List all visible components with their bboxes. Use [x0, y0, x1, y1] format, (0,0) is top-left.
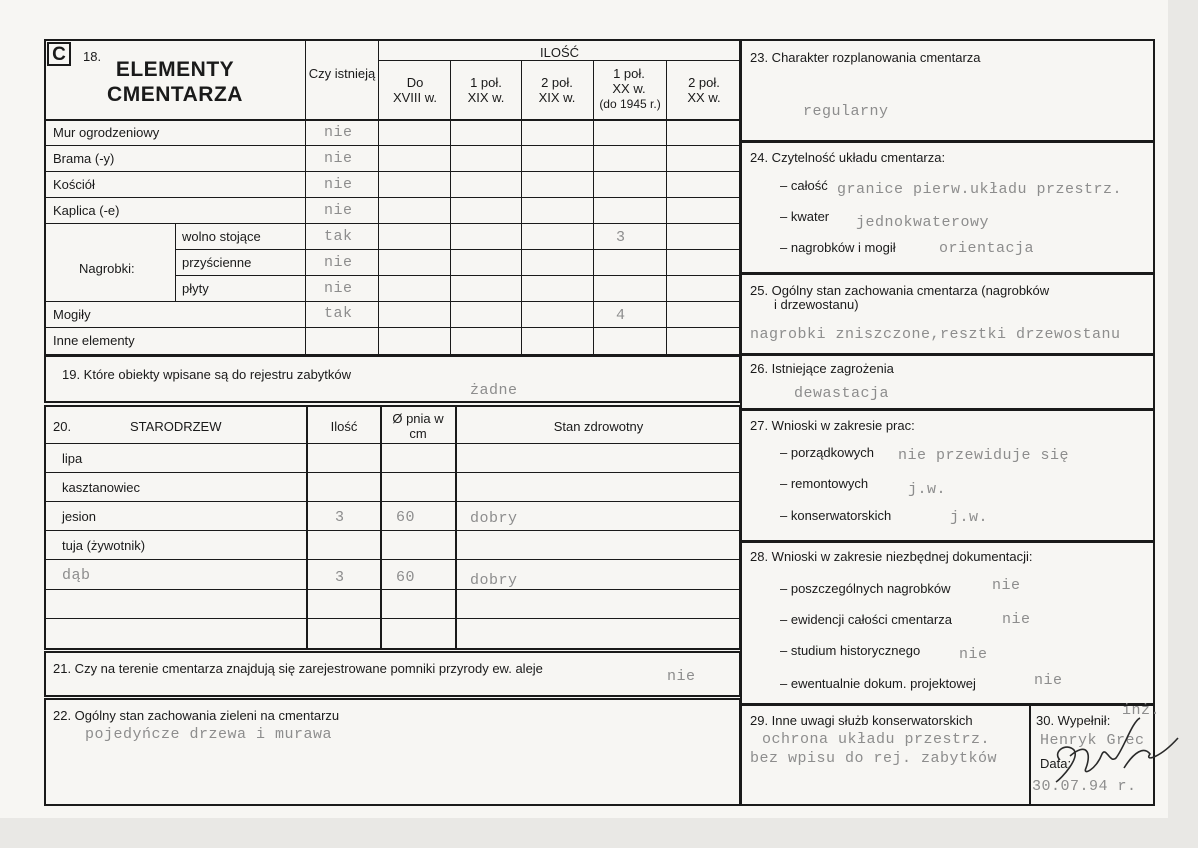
section-23-label: 23. Charakter rozplanowania cmentarza: [750, 50, 981, 65]
section-27-item-value-konserwatorskich: j.w.: [950, 509, 989, 526]
exists-value-brama: nie: [324, 150, 353, 167]
section-29-value-line2: bez wpisu do rej. zabytków: [750, 750, 998, 767]
exists-value-mogily: tak: [324, 305, 353, 322]
tree-name-jesion: jesion: [62, 509, 96, 524]
section-26-label: 26. Istniejące zagrożenia: [750, 361, 894, 376]
tree-qty-jesion: 3: [335, 509, 345, 526]
section-21-value: nie: [667, 668, 696, 685]
tree-health-dab: dobry: [470, 572, 518, 589]
tree-name-lipa: lipa: [62, 451, 83, 466]
signature: [1040, 712, 1180, 792]
section-30-label: 30. Wypełnił:: [1036, 713, 1111, 728]
row-label-brama: Brama (-y): [53, 151, 115, 166]
section-27-item-value-remontowych: j.w.: [908, 481, 947, 498]
section-28-label: 28. Wnioski w zakresie niezbędnej dokumentacji:: [750, 549, 1033, 564]
col-header-period-4: 1 poł. XX w.: [612, 66, 646, 96]
tree-name-tuja: tuja (żywotnik): [62, 538, 146, 553]
section-28-item-value-studium: nie: [959, 646, 988, 663]
section-24-item-label-calosc: – całość: [780, 178, 828, 193]
section-27-label: 27. Wnioski w zakresie prac:: [750, 418, 915, 433]
exists-value-mur: nie: [324, 124, 353, 141]
section-25-label-line1: 25. Ogólny stan zachowania cmentarza (nagrobków: [750, 283, 1050, 298]
section-20-box: [44, 405, 741, 650]
section-28-item-value-nagrobkow: nie: [992, 577, 1021, 594]
section-18-title-line2: CMENTARZA: [107, 83, 243, 106]
section-23-value: regularny: [803, 103, 889, 120]
quantity-value-mogily: 4: [616, 307, 626, 324]
row-label-nagrobki: Nagrobki:: [79, 261, 135, 276]
section-18-title-line1: ELEMENTY: [115, 58, 235, 81]
tree-name-dab: dąb: [62, 567, 91, 584]
col-header-period-3: 2 poł. XIX w.: [538, 75, 576, 105]
col-header-qty: Ilość: [330, 419, 358, 434]
col-header-exists: Czy istnieją: [308, 66, 376, 81]
col-header-quantity: ILOŚĆ: [539, 45, 579, 60]
tree-qty-dab: 3: [335, 569, 345, 586]
exists-value-przyscienne: nie: [324, 254, 353, 271]
tree-name-kasztanowiec: kasztanowiec: [62, 480, 141, 495]
section-24-label: 24. Czytelność układu cmentarza:: [750, 150, 946, 165]
col-header-period-1: Do XVIII w.: [392, 75, 438, 105]
section-29-label: 29. Inne uwagi służb konserwatorskich: [750, 713, 973, 728]
section-28-item-label-studium: – studium historycznego: [780, 643, 921, 658]
exists-value-kosciol: nie: [324, 176, 353, 193]
col-header-diameter: Ø pnia w cm: [392, 411, 444, 441]
row-label-przyscienne: przyścienne: [182, 255, 252, 270]
section-27-item-label-porzadkowych: – porządkowych: [780, 445, 874, 460]
col-header-health: Stan zdrowotny: [553, 419, 644, 434]
section-27-item-label-remontowych: – remontowych: [780, 476, 869, 491]
exists-value-kaplica: nie: [324, 202, 353, 219]
section-28-item-label-projektowej: – ewentualnie dokum. projektowej: [780, 676, 976, 691]
section-24-item-label-nagrobkow: – nagrobków i mogił: [780, 240, 896, 255]
section-27-item-label-konserwatorskich: – konserwatorskich: [780, 508, 892, 523]
section-24-item-value-kwater: jednokwaterowy: [856, 214, 990, 231]
section-28-item-value-ewidencji: nie: [1002, 611, 1031, 628]
section-21-label: 21. Czy na terenie cmentarza znajdują się zarejestrowane pomniki przyrody ew. aleje: [53, 661, 543, 676]
section-29-value-line1: ochrona układu przestrz.: [762, 731, 991, 748]
form-letter-box: C: [47, 42, 71, 66]
row-label-wolno-stojace: wolno stojące: [182, 229, 261, 244]
section-27-item-value-porzadkowych: nie przewiduje się: [898, 447, 1070, 464]
section-28-item-label-ewidencji: – ewidencji całości cmentarza: [780, 612, 952, 627]
section-18-number: 18.: [83, 49, 102, 64]
tree-diam-dab: 60: [396, 569, 416, 586]
section-30-name: Henryk Grec: [1040, 733, 1145, 749]
col-header-period-4-note: (do 1945 r.): [599, 97, 661, 111]
quantity-value-wolno-stojace: 3: [616, 229, 626, 246]
section-20-number: 20.: [53, 419, 72, 434]
exists-value-plyty: nie: [324, 280, 353, 297]
section-28-item-label-nagrobkow: – poszczególnych nagrobków: [780, 581, 951, 596]
row-label-kosciol: Kościół: [53, 177, 95, 192]
row-label-inne: Inne elementy: [53, 333, 135, 348]
section-25-label-line2: i drzewostanu): [774, 297, 859, 312]
section-25-value: nagrobki zniszczone,resztki drzewostanu: [750, 327, 1121, 343]
section-30-title: inż.: [1122, 702, 1161, 719]
section-30-date: 30.07.94 r.: [1032, 778, 1137, 795]
row-label-mogily: Mogiły: [53, 307, 91, 322]
col-header-period-2: 1 poł. XIX w.: [467, 75, 505, 105]
exists-value-wolno-stojace: tak: [324, 228, 353, 245]
col-header-period-5: 2 poł. XX w.: [687, 75, 721, 105]
section-28-item-value-projektowej: nie: [1034, 672, 1063, 689]
tree-diam-jesion: 60: [396, 509, 416, 526]
section-30-date-label: Data:: [1040, 756, 1072, 771]
section-19-label: 19. Które obiekty wpisane są do rejestru zabytków: [62, 367, 352, 382]
row-label-kaplica: Kaplica (-e): [53, 203, 120, 218]
section-24-item-value-calosc: granice pierw.układu przestrz.: [837, 181, 1123, 198]
section-22-value: pojedyńcze drzewa i murawa: [85, 726, 333, 743]
section-22-label: 22. Ogólny stan zachowania zieleni na cmentarzu: [53, 708, 340, 723]
tree-health-jesion: dobry: [470, 510, 518, 527]
section-24-item-value-nagrobkow: orientacja: [939, 240, 1035, 257]
section-20-title: STARODRZEW: [130, 419, 222, 434]
section-26-value: dewastacja: [794, 385, 890, 402]
section-19-value: żadne: [470, 382, 518, 399]
row-label-mur: Mur ogrodzeniowy: [53, 125, 160, 140]
row-label-plyty: płyty: [182, 281, 209, 296]
section-24-item-label-kwater: – kwater: [780, 209, 830, 224]
